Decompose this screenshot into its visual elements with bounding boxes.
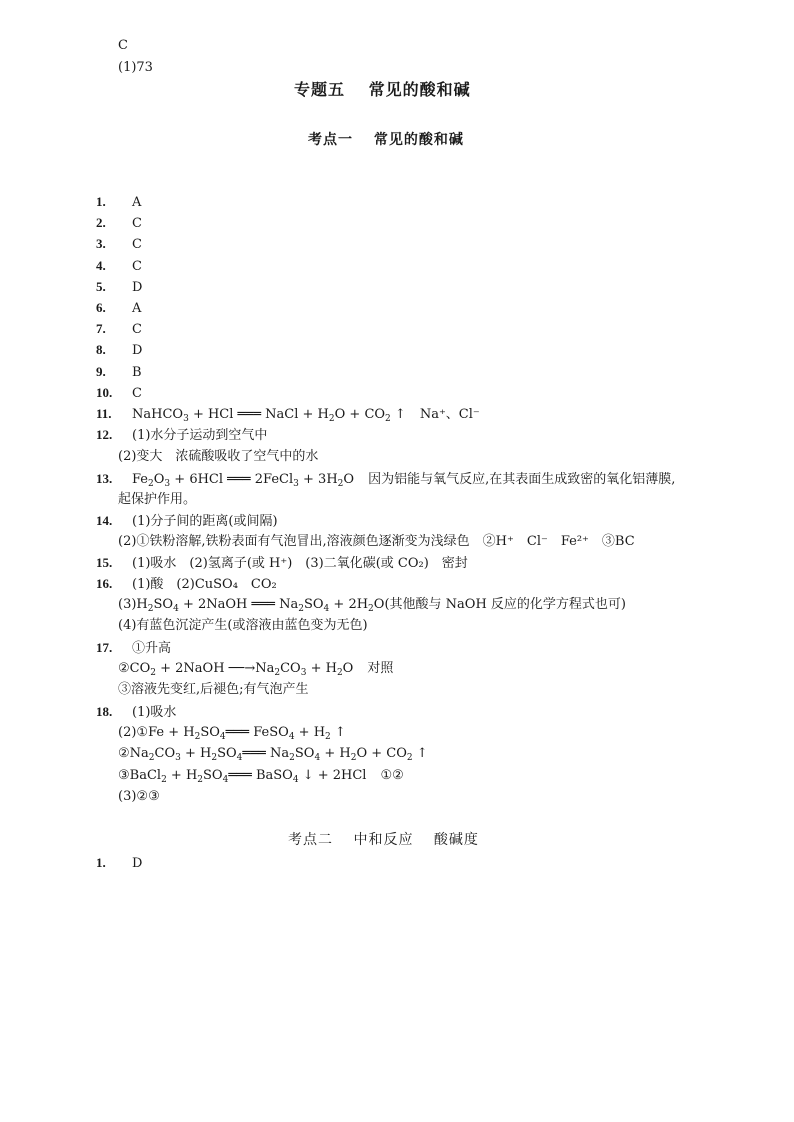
equation-18-2: $②Na_2CO_3$ + $H_2SO_4═══$ $Na_2SO_4 + H_2O + CO_2$ ↑ [118, 746, 428, 763]
answer-18 [96, 702, 176, 723]
answer-18-note: ①② [380, 768, 404, 783]
answer-row [96, 340, 142, 361]
answer-16-note: (其他酸与 NaOH 反应的化学方程式也可) [384, 597, 626, 612]
answer-value: A [132, 301, 142, 316]
question-number: 16. [96, 576, 113, 591]
equation-16: $(3)H_2SO_4$ + 2NaOH ═══ $Na_2SO_4 + 2H_2O$ [118, 597, 385, 614]
answer-17-note: 对照 [367, 661, 394, 676]
question-number: 12. [96, 427, 113, 442]
answer-row [96, 192, 141, 213]
question-number: 3. [96, 236, 106, 252]
question-number: 10. [96, 384, 113, 400]
top-answer-c: C [118, 38, 128, 53]
answer-row [96, 298, 141, 319]
question-number: 6. [96, 300, 106, 315]
question-number: 11. [96, 406, 112, 421]
answer-13-line2: 起保护作用。 [118, 492, 197, 507]
answer-17-line3: ③溶液先变红,后褪色;有气泡产生 [118, 682, 309, 697]
question-number: 2. [96, 215, 106, 231]
question-number: 15. [96, 555, 113, 570]
question-number: 5. [96, 278, 106, 294]
equation-13: $Fe_2O_3 + 6HCl$ ═══ 2FeCl$_3$ + $3H_2O$ [132, 472, 355, 489]
answer-14 [96, 511, 278, 532]
answer-14-line1: (1)分子间的距离(或间隔) [132, 514, 278, 529]
answer-13-reason: 因为铝能与氧气反应,在其表面生成致密的氧化铝薄膜, [368, 472, 676, 487]
answer-value: C [132, 216, 142, 232]
ions-11: Na⁺、Cl⁻ [419, 407, 480, 422]
question-number: 13. [96, 471, 113, 486]
question-number: 18. [96, 704, 113, 719]
answer-16-line1: (1)酸 (2)CuSO₄ CO₂ [132, 577, 277, 592]
answer-value: C [132, 237, 142, 253]
equation-18-1: (2)①Fe + $H_2SO_4═══$ FeSO$_4$ + $H_2$ ↑ [118, 725, 346, 742]
answer-18-line5: (3)②③ [118, 789, 160, 804]
answer-value: C [132, 258, 142, 274]
answer-row [96, 362, 142, 383]
question-number: 4. [96, 257, 106, 273]
answer-16 [96, 574, 277, 595]
answer-row [96, 213, 142, 234]
top-answer-73: (1)73 [118, 60, 153, 75]
answer-value: D [132, 279, 143, 295]
answer-row [96, 256, 142, 277]
section2-answer-1 [96, 853, 142, 874]
question-number: 14. [96, 513, 113, 528]
answer-17-line1: ①升高 [132, 641, 172, 656]
answer-16-line3: (4)有蓝色沉淀产生(或溶液由蓝色变为无色) [118, 618, 368, 633]
answer-15-line1: (1)吸水 (2)氢离子(或 H⁺) (3)二氧化碳(或 CO₂) 密封 [132, 556, 468, 571]
answer-row [96, 277, 142, 298]
answer-row [96, 383, 142, 404]
answer-value: C [132, 322, 142, 338]
question-number: 7. [96, 321, 106, 337]
answer-12 [96, 425, 267, 446]
answer-value: B [132, 364, 142, 380]
equation-18-3: ③BaCl$_2$ + $H_2SO_4═══$ BaSO$_4$ ↓ + 2HCl ①② [118, 768, 404, 785]
answer-value: D [132, 856, 143, 871]
answer-15 [96, 553, 468, 574]
answer-value: C [132, 385, 142, 401]
section-title-2: 考点二 中和反应 酸碱度 [288, 832, 479, 848]
answer-17 [96, 638, 171, 659]
question-number: 8. [96, 342, 106, 358]
answer-12-line1: (1)水分子运动到空气中 [132, 428, 268, 443]
answer-value: D [132, 343, 143, 359]
answer-14-line2: (2)①铁粉溶解,铁粉表面有气泡冒出,溶液颜色逐渐变为浅绿色 ②H⁺ Cl⁻ Fe²⁺ ③BC [118, 534, 635, 549]
topic-title: 专题五 常见的酸和碱 [294, 80, 471, 99]
question-number: 1. [96, 855, 106, 870]
question-number: 9. [96, 363, 106, 379]
section-title-1: 考点一 常见的酸和碱 [308, 132, 464, 148]
answer-value: A [132, 195, 142, 210]
answer-12-line2: (2)变大 浓硫酸吸收了空气中的水 [118, 449, 319, 464]
answer-18-line1: (1)吸水 [132, 705, 177, 720]
question-number: 17. [96, 640, 113, 655]
equation-17: $②CO_2$ + 2NaOH $──\to Na_2CO_3 + H_2O$ [118, 661, 354, 678]
answer-row [96, 319, 142, 340]
equation-11: NaHCO$_3$ + HCl ═══ NaCl + $H_2O + CO_2$ ↑ [132, 407, 406, 424]
question-number: 1. [96, 194, 106, 209]
answer-row [96, 234, 142, 255]
